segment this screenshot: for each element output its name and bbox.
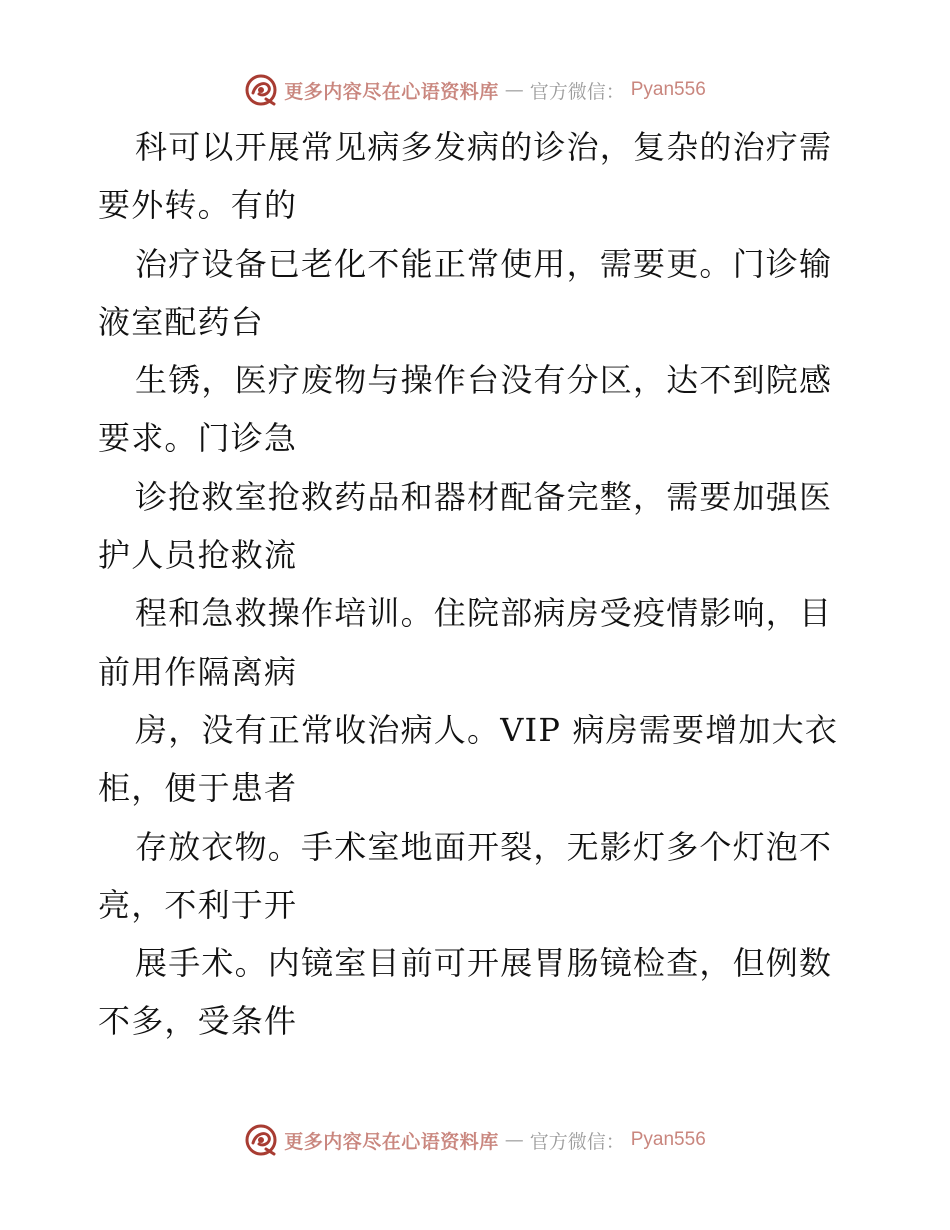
text-line: 亮，不利于开 bbox=[98, 885, 298, 924]
header-wechat-label: 官方微信： bbox=[529, 80, 625, 103]
text-line: 房，没有正常收治病人。VIP 病房需要增加大衣 bbox=[135, 710, 839, 749]
text-line: 不多，受条件 bbox=[98, 1002, 298, 1041]
footer-brand-text: 更多内容尽在心语资料库 bbox=[284, 1130, 499, 1153]
header-brand-text: 更多内容尽在心语资料库 bbox=[284, 80, 499, 103]
text-line: 治疗设备已老化不能正常使用，需要更。门诊输 bbox=[135, 244, 833, 283]
header-wechat-id: Pyan556 bbox=[630, 79, 706, 100]
text-line: 护人员抢救流 bbox=[98, 536, 298, 575]
text-line: 前用作隔离病 bbox=[98, 652, 298, 691]
header-dash: — bbox=[504, 79, 524, 101]
text-line: 诊抢救室抢救药品和器材配备完整，需要加强医 bbox=[135, 477, 833, 516]
footer-wechat-label: 官方微信： bbox=[529, 1130, 625, 1153]
footer-wechat-id: Pyan556 bbox=[630, 1129, 706, 1150]
text-line: 柜，便于患者 bbox=[98, 769, 298, 808]
text-line: 科可以开展常见病多发病的诊治，复杂的治疗需 bbox=[135, 128, 833, 166]
text-line: 液室配药台 bbox=[98, 302, 265, 341]
swirl-logo-icon bbox=[244, 73, 278, 107]
text-line: 展手术。内镜室目前可开展胃肠镜检查，但例数 bbox=[135, 944, 833, 983]
text-line: 存放衣物。手术室地面开裂，无影灯多个灯泡不 bbox=[135, 827, 833, 866]
text-line: 要外转。有的 bbox=[98, 186, 298, 225]
text-line: 生锈，医疗废物与操作台没有分区，达不到院感 bbox=[135, 361, 833, 400]
footer-banner bbox=[0, 1120, 950, 1160]
text-line: 要求。门诊急 bbox=[98, 419, 298, 458]
header-banner bbox=[0, 70, 950, 110]
footer-dash: — bbox=[504, 1129, 524, 1151]
text-line: 程和急救操作培训。住院部病房受疫情影响，目 bbox=[135, 594, 833, 633]
document-body bbox=[98, 118, 858, 1051]
swirl-logo-icon bbox=[244, 1123, 278, 1157]
